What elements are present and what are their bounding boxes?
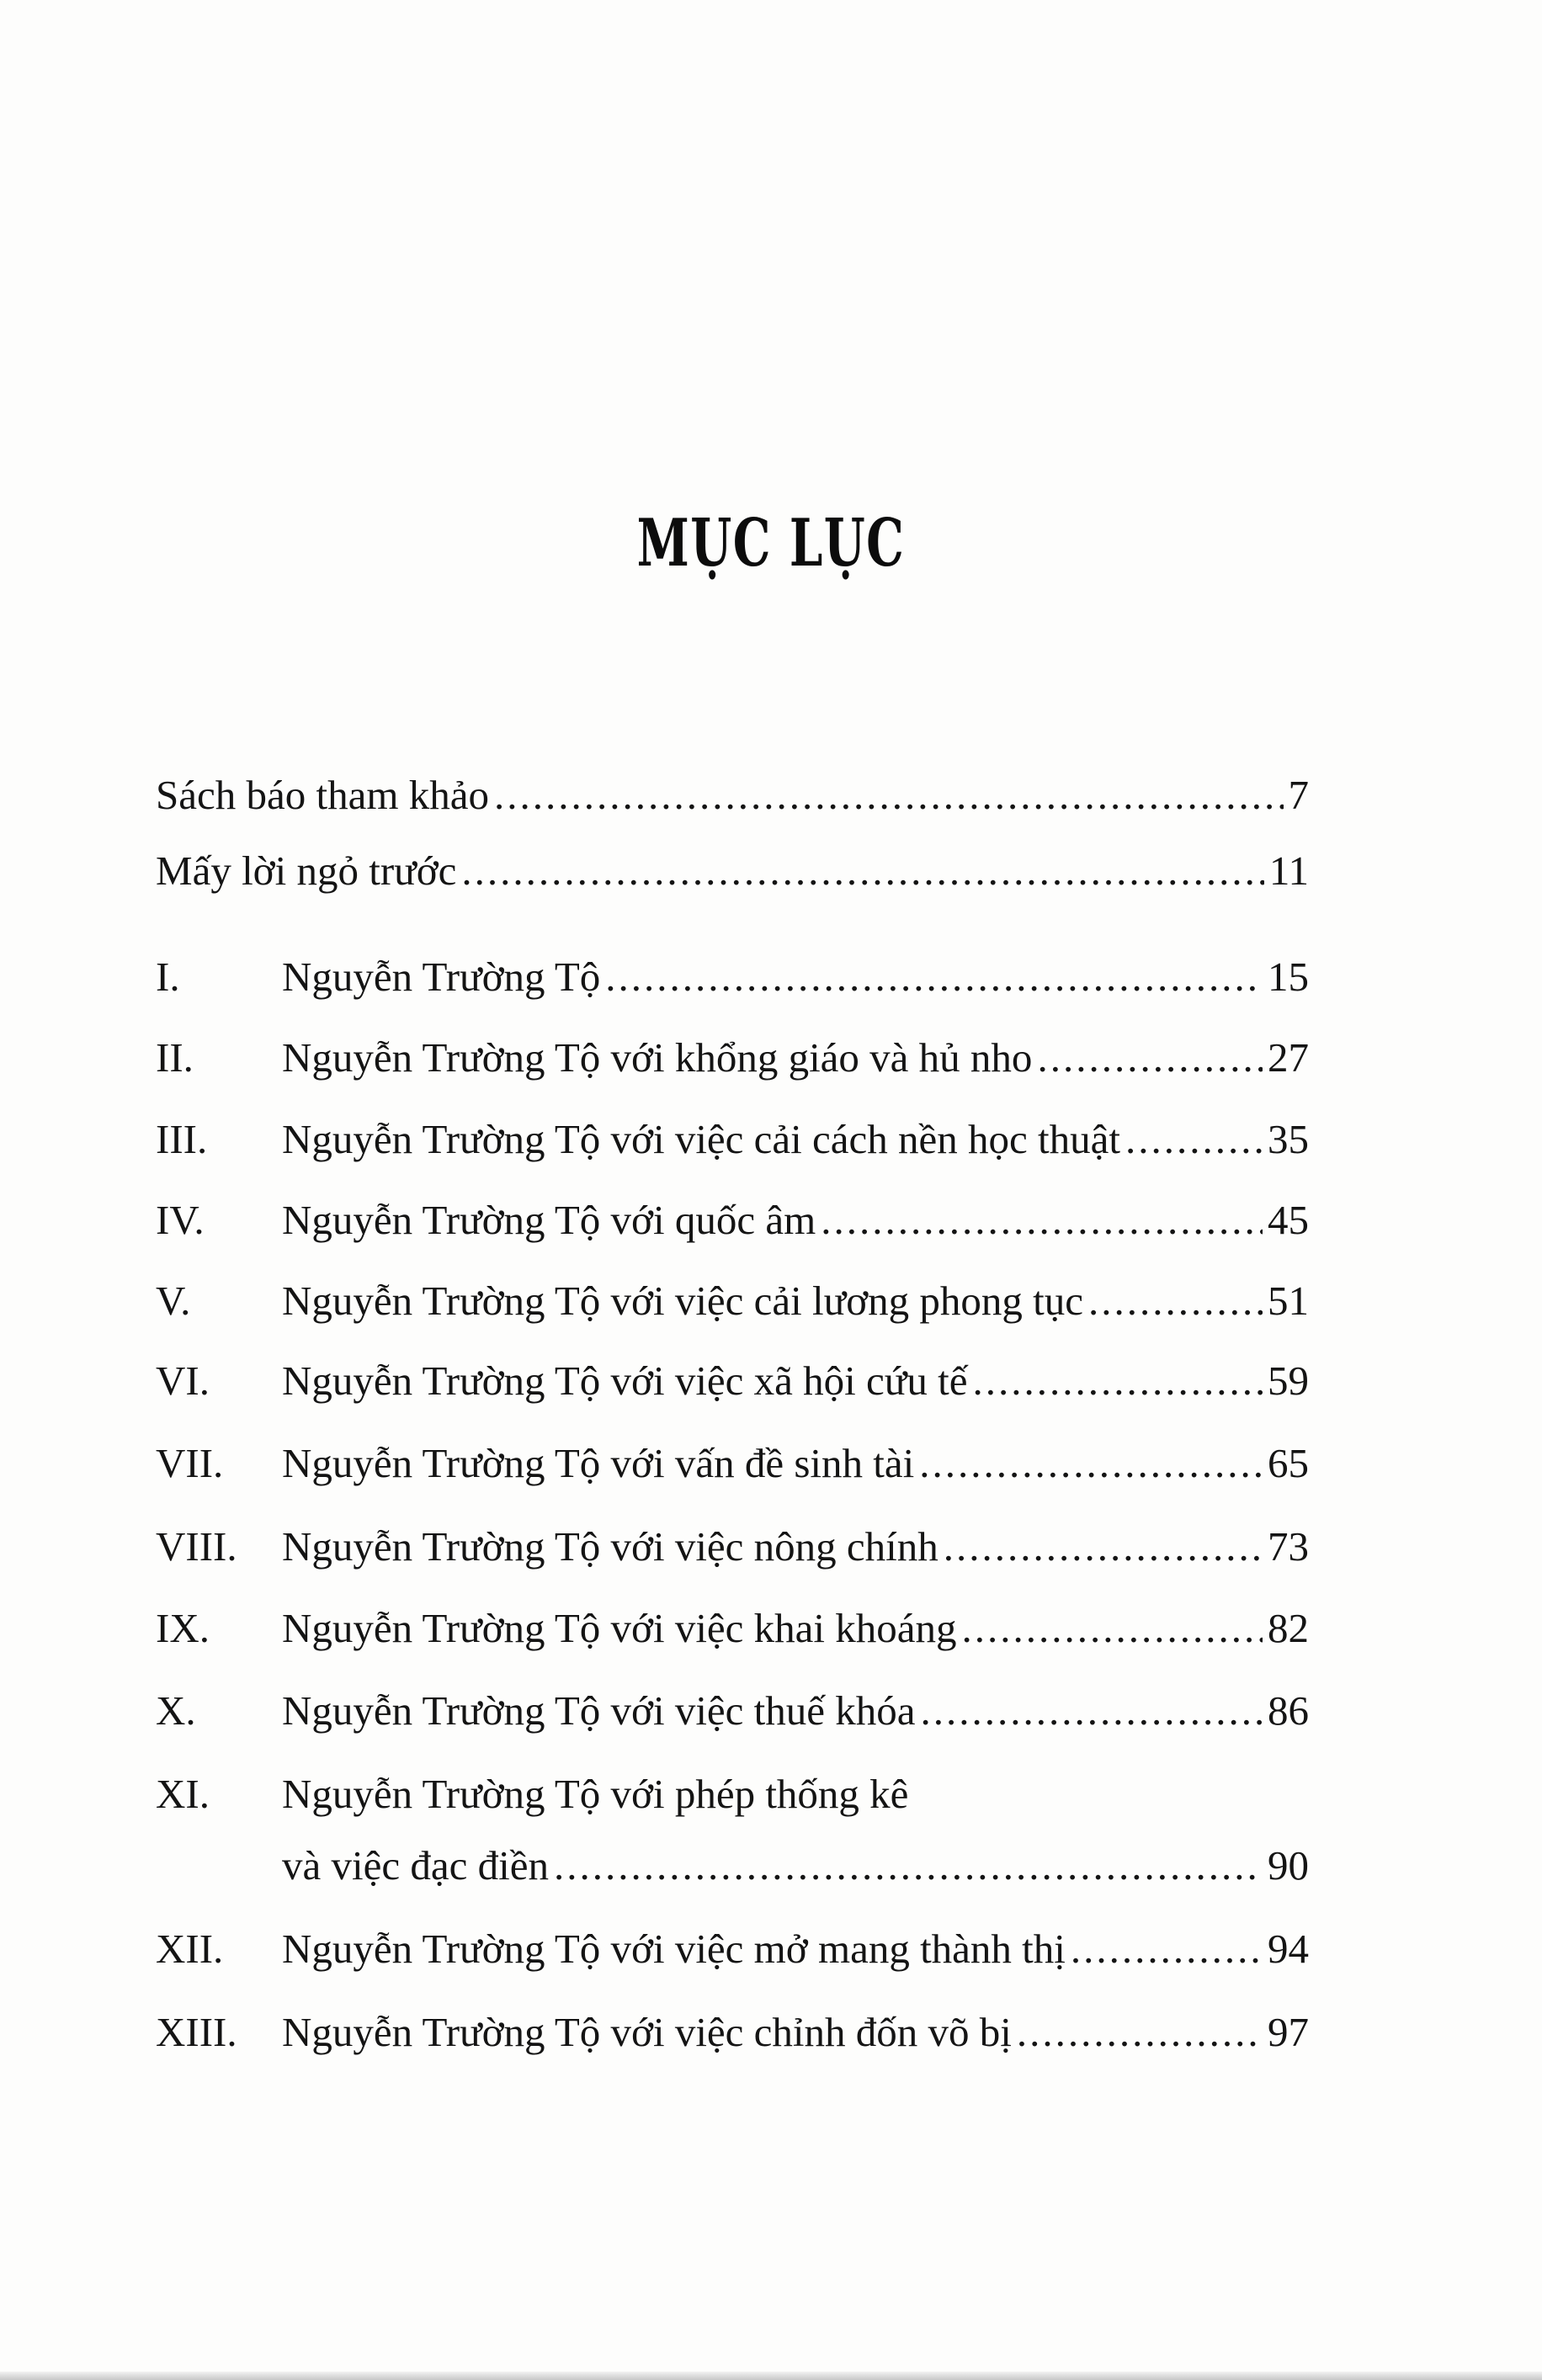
toc-page: 11 [1268, 847, 1309, 894]
toc-label: Nguyễn Trường Tộ với khổng giáo và hủ nho [282, 1034, 1033, 1081]
toc-label: Sách báo tham khảo [156, 772, 489, 818]
toc-page: 51 [1268, 1278, 1309, 1324]
page-bottom-edge [0, 2372, 1542, 2380]
toc-label: Nguyễn Trường Tộ với việc cải cách nền học thuật [282, 1116, 1121, 1162]
toc-page: 35 [1268, 1116, 1309, 1162]
dot-leader [494, 770, 1284, 821]
dot-leader [1037, 1033, 1263, 1083]
toc-entry [156, 1033, 1309, 1083]
toc-page: 73 [1268, 1523, 1309, 1570]
dot-leader [919, 1438, 1263, 1489]
toc-entry [156, 1603, 1309, 1654]
dot-leader [605, 952, 1263, 1002]
toc-number: XI. [156, 1771, 210, 1817]
toc-number: III. [156, 1116, 208, 1162]
toc-label: Nguyễn Trường Tộ với việc chỉnh đốn võ bị [282, 2009, 1012, 2055]
toc-number: VI. [156, 1357, 210, 1404]
toc-page: 86 [1268, 1687, 1309, 1734]
toc-number: VII. [156, 1440, 224, 1486]
dot-leader [1017, 2007, 1263, 2058]
toc-label: Nguyễn Trường Tộ với phép thống kê [282, 1771, 909, 1817]
toc-number: IX. [156, 1605, 210, 1651]
dot-leader [921, 1686, 1263, 1736]
page-title: MỤC LỤC [636, 505, 906, 582]
toc-label: Nguyễn Trường Tộ với việc mở mang thành thị [282, 1926, 1066, 1972]
toc-label: Nguyễn Trường Tộ [282, 954, 601, 1000]
toc-page: 82 [1268, 1605, 1309, 1651]
toc-number: XII. [156, 1926, 224, 1972]
toc-page: 7 [1288, 772, 1309, 818]
dot-leader [972, 1356, 1263, 1406]
toc-number: XIII. [156, 2009, 237, 2055]
toc-label: và việc đạc điền [282, 1842, 549, 1889]
toc-label: Nguyễn Trường Tộ với vấn đề sinh tài [282, 1440, 915, 1486]
toc-entry-continuation [156, 1841, 1309, 1891]
toc-number: X. [156, 1687, 196, 1734]
toc-label: Nguyễn Trường Tộ với việc thuế khóa [282, 1687, 916, 1734]
toc-entry [156, 846, 1309, 896]
toc-entry [156, 1356, 1309, 1406]
toc-entry [156, 1276, 1309, 1326]
dot-leader [1088, 1276, 1263, 1326]
toc-number: IV. [156, 1197, 205, 1243]
toc-number: V. [156, 1278, 191, 1324]
toc-label: Nguyễn Trường Tộ với việc nông chính [282, 1523, 938, 1570]
dot-leader [1071, 1924, 1263, 1974]
toc-label: Mấy lời ngỏ trước [156, 847, 457, 894]
toc-label: Nguyễn Trường Tộ với việc khai khoáng [282, 1605, 957, 1651]
toc-page: 59 [1268, 1357, 1309, 1404]
toc-entry [156, 1522, 1309, 1572]
dot-leader [962, 1603, 1263, 1654]
dot-leader [461, 846, 1263, 896]
toc-entry [156, 1924, 1309, 1974]
toc-number: VIII. [156, 1523, 237, 1570]
dot-leader [821, 1195, 1263, 1246]
toc-page: 65 [1268, 1440, 1309, 1486]
toc-page: 15 [1268, 954, 1309, 1000]
dot-leader [944, 1522, 1263, 1572]
toc-entry [156, 952, 1309, 1002]
toc-number: II. [156, 1034, 194, 1081]
toc-label: Nguyễn Trường Tộ với quốc âm [282, 1197, 816, 1243]
toc-page: 90 [1268, 1842, 1309, 1889]
dot-leader [554, 1841, 1263, 1891]
toc-entry [156, 1195, 1309, 1246]
toc-label: Nguyễn Trường Tộ với việc xã hội cứu tế [282, 1357, 968, 1404]
toc-entry [156, 1769, 1309, 1820]
toc-page: 94 [1268, 1926, 1309, 1972]
toc-entry [156, 1686, 1309, 1736]
toc-label: Nguyễn Trường Tộ với việc cải lương phong tục [282, 1278, 1083, 1324]
toc-page: 45 [1268, 1197, 1309, 1243]
toc-number: I. [156, 954, 180, 1000]
toc-page: 27 [1268, 1034, 1309, 1081]
toc-page: 97 [1268, 2009, 1309, 2055]
toc-entry [156, 770, 1309, 821]
toc-entry [156, 2007, 1309, 2058]
dot-leader [1125, 1114, 1263, 1165]
toc-entry [156, 1438, 1309, 1489]
toc-entry [156, 1114, 1309, 1165]
